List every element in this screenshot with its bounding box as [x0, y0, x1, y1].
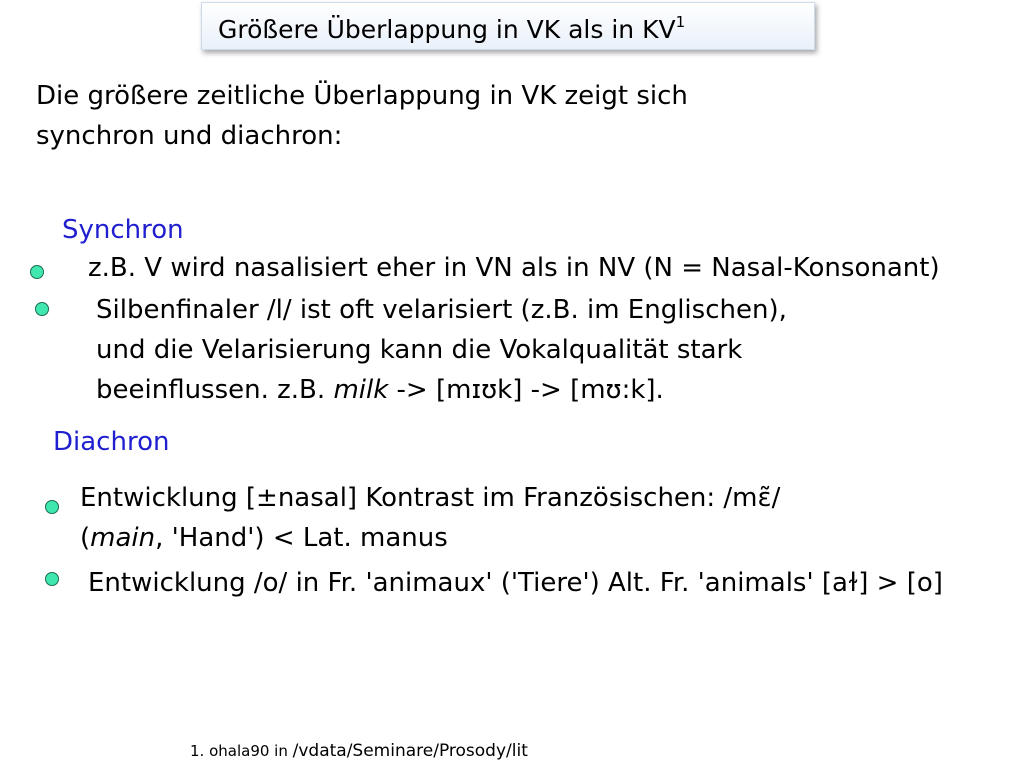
title-box: [201, 2, 815, 50]
title-superscript: 1: [675, 13, 686, 31]
intro-line-2: synchron und diachron:: [36, 121, 343, 151]
circle-bullet-icon: [30, 265, 44, 279]
footnote-text: 1. ohala90 in: [190, 742, 293, 760]
synchron-item-2-line-3: [96, 370, 787, 410]
intro-paragraph: [36, 76, 688, 156]
footnote-path: /vdata/Seminare/Prosody/lit: [292, 741, 528, 761]
synchron-heading: Synchron: [62, 215, 184, 245]
title-text: Größere Überlappung in VK als in KV: [218, 15, 676, 44]
circle-bullet-icon: [45, 572, 59, 586]
synchron-item-2-line-2: und die Velarisierung kann die Vokalqualität stark: [96, 335, 743, 365]
synchron-item-2-line-1: Silbenfinaler /l/ ist oft velarisiert (z.B. im Englischen),: [96, 295, 787, 325]
diachron-heading: Diachron: [53, 427, 170, 457]
diachron-item-1-line-1: Entwicklung [±nasal] Kontrast im Französischen: /mɛ̃/: [80, 483, 781, 513]
item-1-line-2-italic: main: [90, 523, 156, 553]
item-1-line-2-post: , 'Hand') < Lat. manus: [155, 523, 448, 553]
diachron-item-1-line-2: [80, 518, 780, 558]
synchron-item-2: [96, 290, 787, 410]
footnote: [190, 741, 528, 761]
diachron-item-1: [80, 478, 780, 558]
intro-line-1: Die größere zeitliche Überlappung in VK zeigt sich: [36, 81, 688, 111]
line-3-post: -> [mɪʊk] -> [mʊ:k].: [388, 375, 664, 405]
synchron-item-1: z.B. V wird nasalisiert eher in VN als in NV (N = Nasal-Konsonant): [88, 253, 940, 283]
diachron-item-2: Entwicklung /o/ in Fr. 'animaux' ('Tiere') Alt. Fr. 'animals' [aɫ] > [o]: [88, 568, 943, 598]
slide-title: [218, 13, 685, 44]
item-1-line-2-pre: (: [80, 523, 91, 553]
circle-bullet-icon: [45, 500, 59, 514]
circle-bullet-icon: [35, 302, 49, 316]
line-3-italic: milk: [333, 375, 389, 405]
line-3-pre: beeinflussen. z.B.: [96, 375, 334, 405]
